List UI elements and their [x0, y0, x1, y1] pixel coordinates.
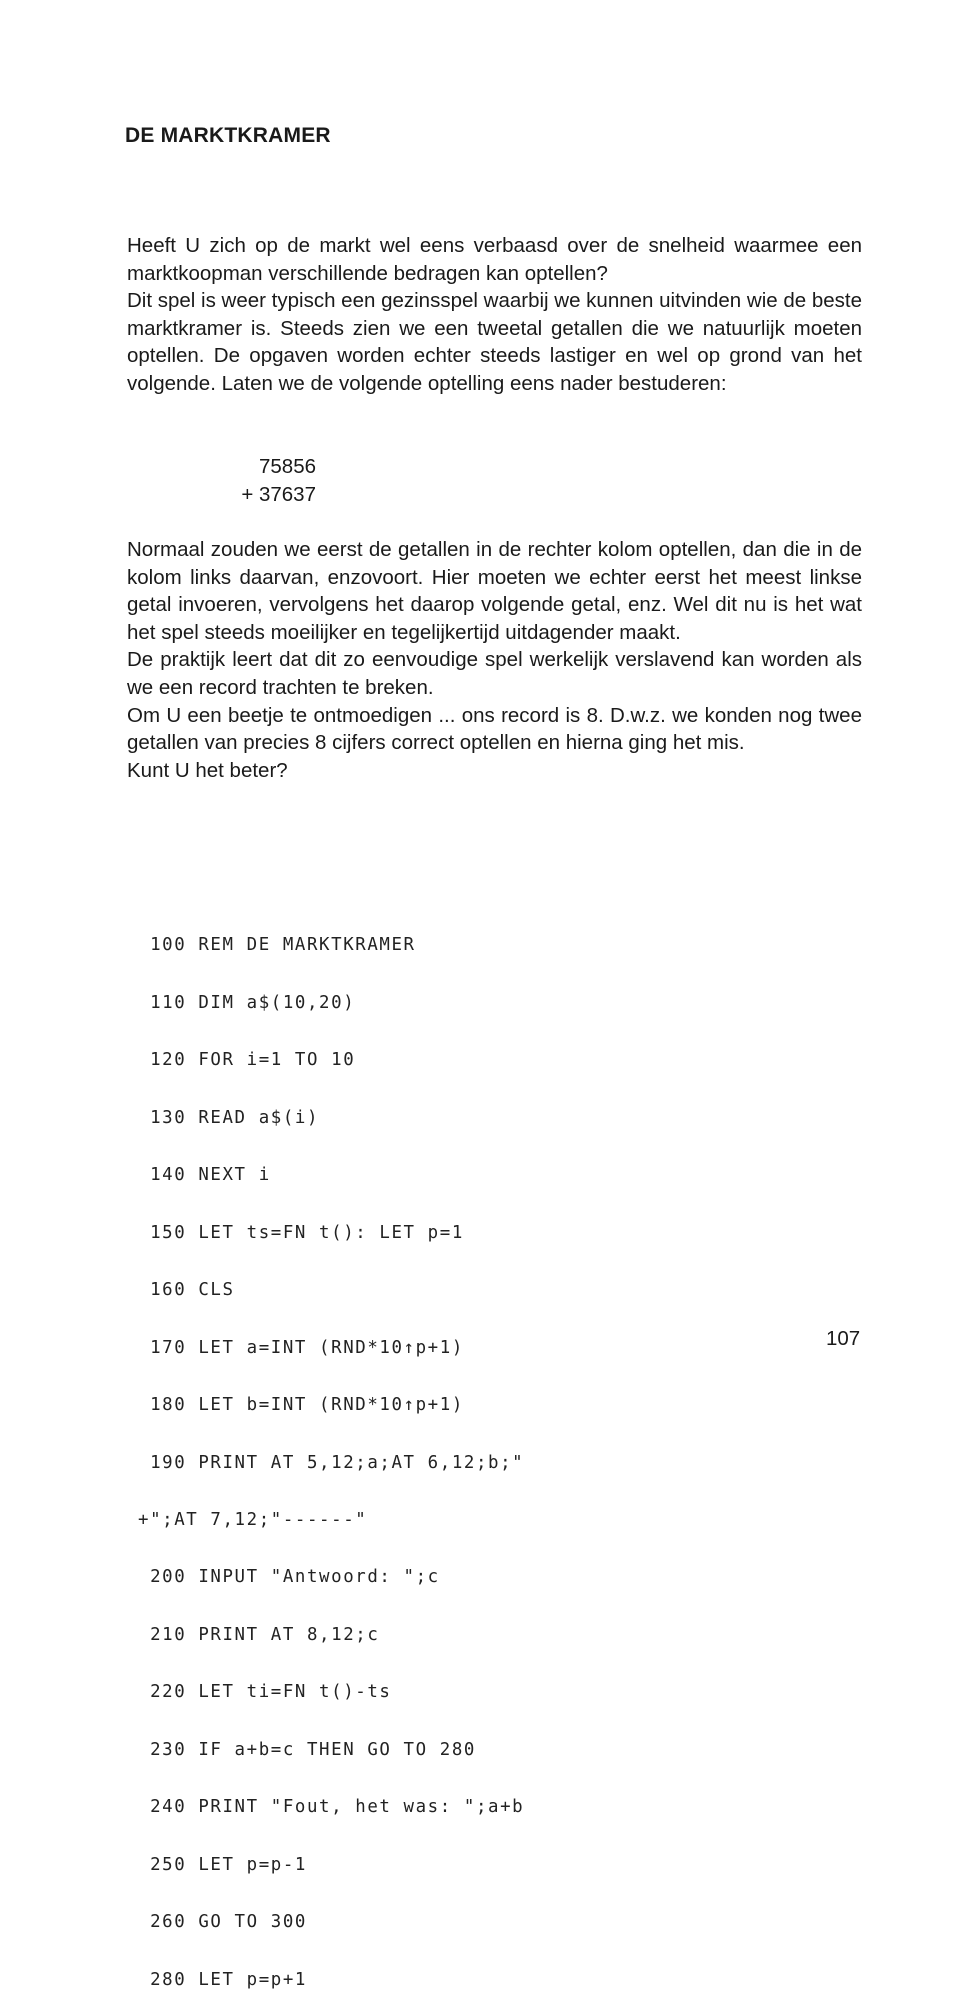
- code-line: 140 NEXT i: [138, 1165, 271, 1186]
- code-line: 230 IF a+b=c THEN GO TO 280: [138, 1739, 476, 1760]
- code-line: 220 LET ti=FN t()-ts: [138, 1682, 392, 1703]
- code-line: 190 PRINT AT 5,12;a;AT 6,12;b;": [138, 1452, 525, 1473]
- paragraph: Kunt U het beter?: [127, 758, 288, 782]
- code-line: 210 PRINT AT 8,12;c: [138, 1624, 380, 1645]
- sum-addend-1: 75856: [258, 455, 316, 478]
- code-line: 110 DIM a$(10,20): [138, 992, 356, 1013]
- intro-text: [127, 232, 862, 398]
- paragraph: Dit spel is weer typisch een gezinsspel waarbij we kunnen uitvinden wie de beste marktkramer is. Steeds zien we een tweetal getallen die we natuurlijk moeten optellen. De opgaven worden echter steeds lastiger en wel op grond van het volgende. Laten we de volgende optelling eens nader bestuderen:: [127, 289, 862, 395]
- paragraph: Normaal zouden we eerst de getallen in de rechter kolom optellen, dan die in de kolom links daarvan, enzovoort. Hier moeten we echter eerst het meest linkse getal invoeren, vervolgens het daarop volgende getal, enz. Wel dit nu is het wat het spel steeds moeilijker en tegelijkertijd uitdagender maakt.: [127, 538, 862, 644]
- page-title: DE MARKTKRAMER: [125, 124, 331, 147]
- code-line: 250 LET p=p-1: [138, 1854, 307, 1875]
- code-line: 160 CLS: [138, 1280, 235, 1301]
- code-line: 120 FOR i=1 TO 10: [138, 1050, 356, 1071]
- code-listing: [138, 898, 524, 2009]
- code-line: 100 REM DE MARKTKRAMER: [138, 935, 416, 956]
- paragraph: Heeft U zich op de markt wel eens verbaasd over de snelheid waarmee een marktkoopman verschillende bedragen kan optellen?: [127, 234, 862, 285]
- code-line: 130 READ a$(i): [138, 1107, 320, 1128]
- code-line: 240 PRINT "Fout, het was: ";a+b: [138, 1797, 525, 1818]
- code-line: 280 LET p=p+1: [138, 1969, 307, 1990]
- page-number: 107: [826, 1327, 861, 1350]
- code-line: 260 GO TO 300: [138, 1912, 307, 1933]
- code-line: 180 LET b=INT (RND*10↑p+1): [138, 1395, 464, 1416]
- body-text: [127, 536, 862, 784]
- paragraph: De praktijk leert dat dit zo eenvoudige spel werkelijk verslavend kan worden als we een record trachten te breken.: [127, 648, 862, 699]
- paragraph: Om U een beetje te ontmoedigen ... ons record is 8. D.w.z. we konden nog twee getallen van precies 8 cijfers correct optellen en hierna ging het mis.: [127, 703, 862, 755]
- code-line: 150 LET ts=FN t(): LET p=1: [138, 1222, 464, 1243]
- code-line: 200 INPUT "Antwoord: ";c: [138, 1567, 440, 1588]
- code-line: 170 LET a=INT (RND*10↑p+1): [138, 1337, 464, 1358]
- sum-example: [226, 453, 316, 508]
- code-line: +";AT 7,12;"------": [138, 1510, 368, 1530]
- sum-addend-2: + 37637: [241, 482, 316, 506]
